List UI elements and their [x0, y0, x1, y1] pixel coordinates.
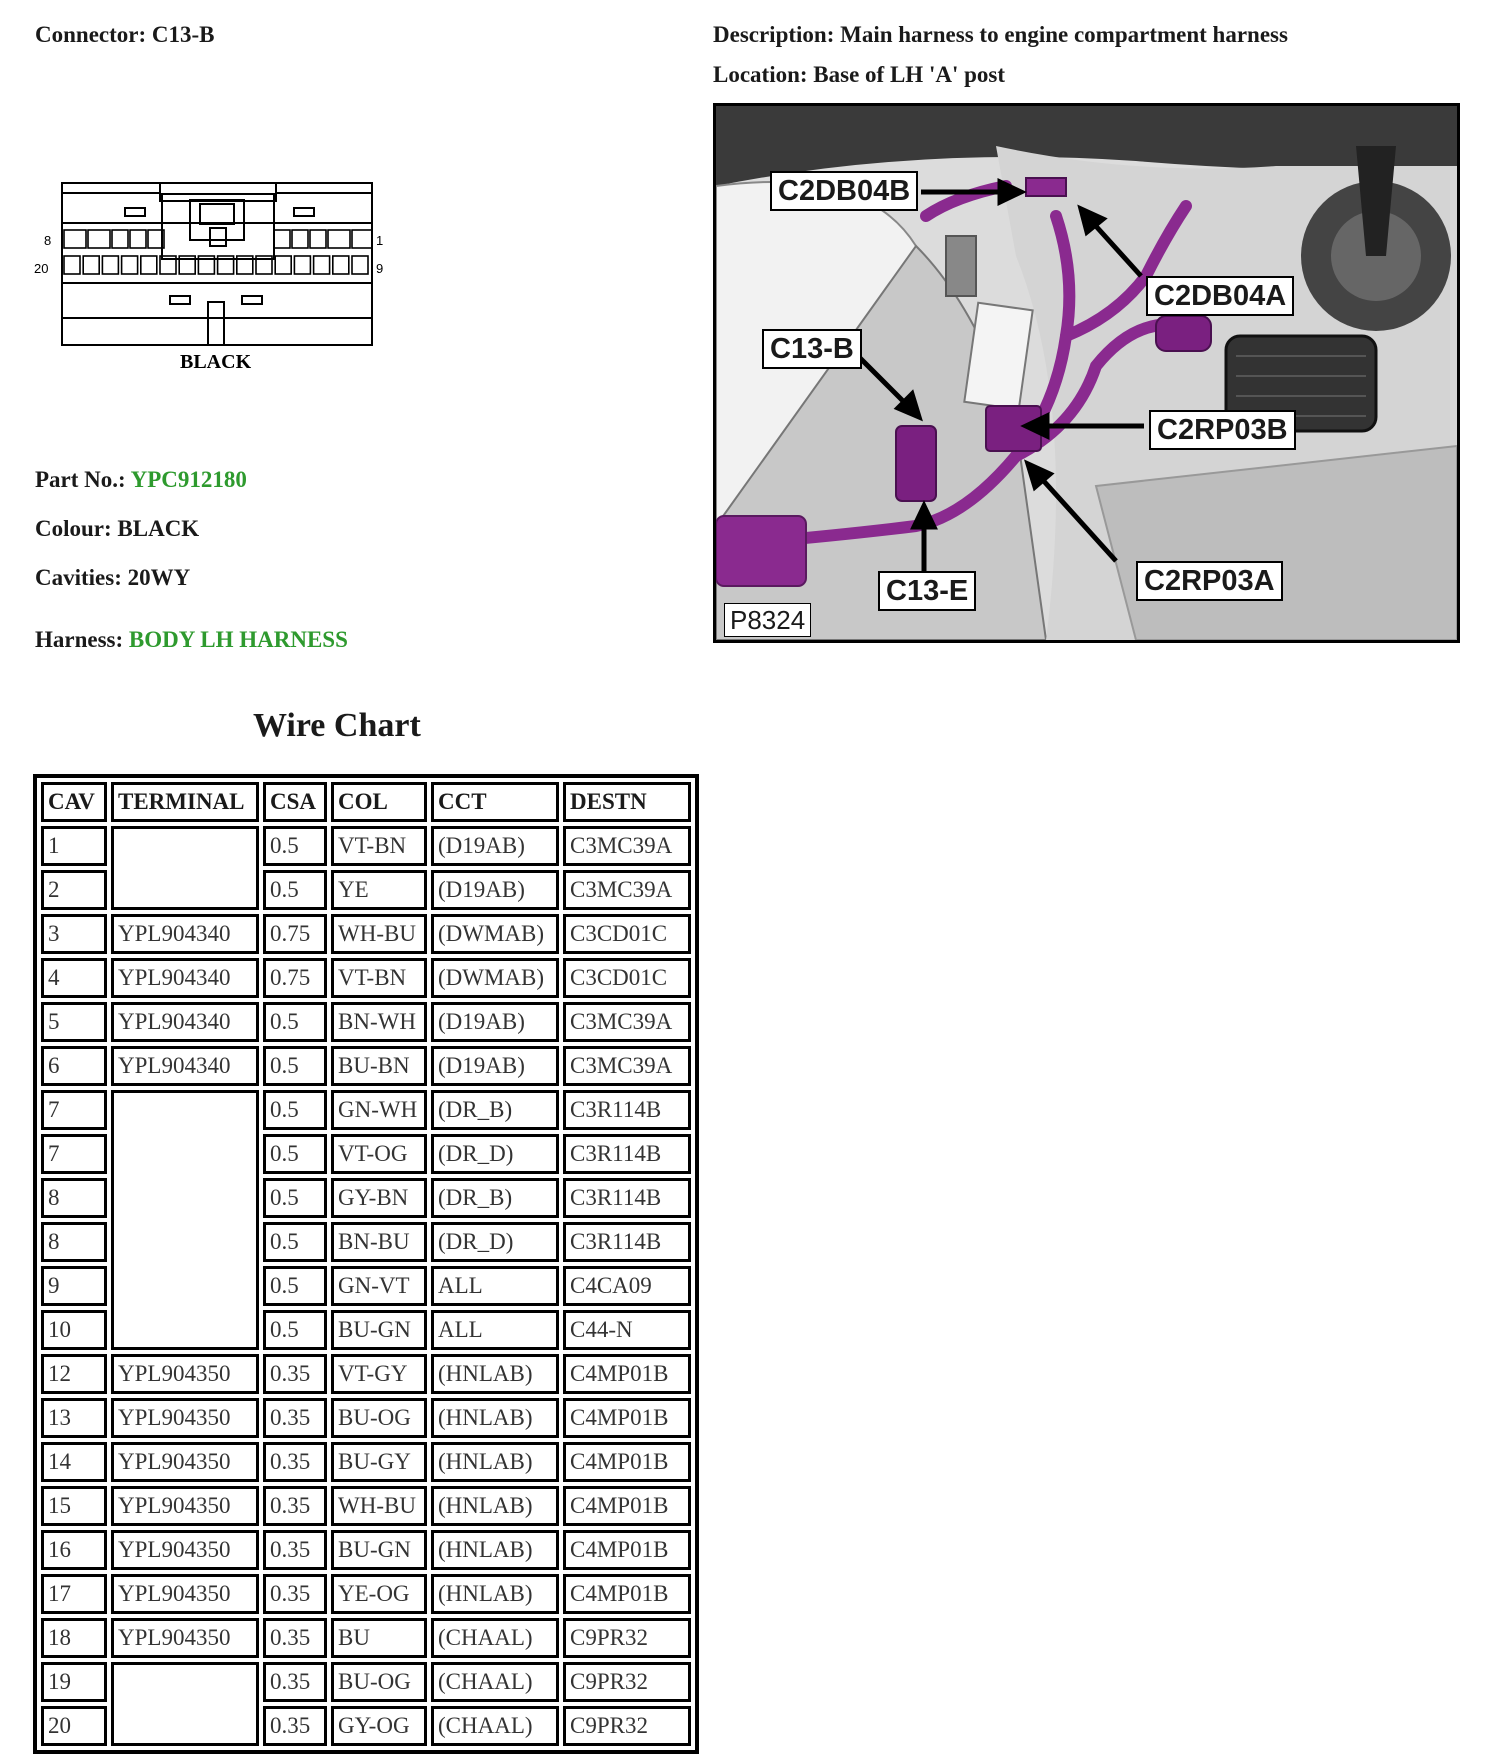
- location: Location: Base of LH 'A' post: [713, 62, 1005, 87]
- wire-chart-table: [33, 774, 699, 1754]
- cell-destn: C4MP01B: [563, 1354, 691, 1394]
- cell-cav: 18: [41, 1618, 107, 1658]
- cell-col: BN-BU: [331, 1222, 427, 1262]
- colour: Colour: BLACK: [35, 516, 200, 541]
- pin-label-8: 8: [44, 233, 52, 248]
- cell-col: VT-OG: [331, 1134, 427, 1174]
- description: Description: Main harness to engine compartment harness: [713, 22, 1288, 47]
- cell-cct: (CHAAL): [431, 1706, 559, 1746]
- cell-csa: 0.5: [263, 1046, 327, 1086]
- cell-col: GY-BN: [331, 1178, 427, 1218]
- cell-terminal: YPL904340: [111, 1046, 259, 1086]
- cell-cct: (D19AB): [431, 1046, 559, 1086]
- cell-cct: (DR_D): [431, 1222, 559, 1262]
- connector-pin-cell: [292, 230, 308, 248]
- cell-col: YE: [331, 870, 427, 910]
- cell-destn: C3MC39A: [563, 1046, 691, 1086]
- cell-csa: 0.35: [263, 1442, 327, 1482]
- cell-csa: 0.5: [263, 1134, 327, 1174]
- connector-pin-cell: [275, 256, 291, 274]
- cell-csa: 0.5: [263, 1222, 327, 1262]
- callout-c13-e: C13-E: [878, 571, 976, 611]
- pin-label-20: 20: [34, 261, 49, 276]
- cell-col: GN-WH: [331, 1090, 427, 1130]
- cell-cav: 14: [41, 1442, 107, 1482]
- cell-destn: C3R114B: [563, 1178, 691, 1218]
- cell-terminal: YPL904350: [111, 1442, 259, 1482]
- cell-destn: C3MC39A: [563, 870, 691, 910]
- cell-terminal: YPL904350: [111, 1486, 259, 1526]
- cell-csa: 0.5: [263, 1310, 327, 1350]
- connector-pin-cell: [310, 230, 326, 248]
- cell-csa: 0.35: [263, 1618, 327, 1658]
- connector-pin-cell: [83, 256, 99, 274]
- cell-cav: 20: [41, 1706, 107, 1746]
- cell-cct: (HNLAB): [431, 1442, 559, 1482]
- cavities: Cavities: 20WY: [35, 565, 191, 590]
- cell-csa: 0.5: [263, 1178, 327, 1218]
- cell-csa: 0.35: [263, 1354, 327, 1394]
- cell-cct: (HNLAB): [431, 1530, 559, 1570]
- connector-pin-cell: [352, 230, 372, 248]
- cell-cav: 8: [41, 1178, 107, 1218]
- cell-destn: C3R114B: [563, 1090, 691, 1130]
- header-csa: CSA: [263, 782, 327, 822]
- connector-pin-cell: [64, 230, 86, 248]
- cell-csa: 0.5: [263, 1090, 327, 1130]
- cell-csa: 0.5: [263, 1266, 327, 1306]
- cell-col: GY-OG: [331, 1706, 427, 1746]
- cell-col: WH-BU: [331, 914, 427, 954]
- cell-cct: (D19AB): [431, 870, 559, 910]
- pin-label-9: 9: [376, 261, 384, 276]
- cell-cct: (DWMAB): [431, 958, 559, 998]
- wire-row: [41, 1398, 691, 1438]
- cell-terminal: YPL904350: [111, 1354, 259, 1394]
- cell-cav: 2: [41, 870, 107, 910]
- cell-col: BU-GN: [331, 1530, 427, 1570]
- wire-row: [41, 1618, 691, 1658]
- cell-csa: 0.5: [263, 870, 327, 910]
- cell-cct: (DR_B): [431, 1090, 559, 1130]
- cell-csa: 0.35: [263, 1486, 327, 1526]
- cell-destn: C3CD01C: [563, 914, 691, 954]
- wire-chart-header-row: [41, 782, 691, 822]
- cell-destn: C44-N: [563, 1310, 691, 1350]
- cell-cav: 9: [41, 1266, 107, 1306]
- header-col: COL: [331, 782, 427, 822]
- cell-cct: (DWMAB): [431, 914, 559, 954]
- cell-col: BU-OG: [331, 1662, 427, 1702]
- cell-col: BU: [331, 1618, 427, 1658]
- cell-terminal: YPL904340: [111, 1002, 259, 1042]
- cell-cct: (D19AB): [431, 1002, 559, 1042]
- part-number-value: YPC912180: [130, 467, 247, 492]
- cell-cct: (CHAAL): [431, 1618, 559, 1658]
- cell-destn: C3R114B: [563, 1134, 691, 1174]
- cell-terminal: YPL904340: [111, 914, 259, 954]
- cell-col: WH-BU: [331, 1486, 427, 1526]
- cell-destn: C9PR32: [563, 1706, 691, 1746]
- cell-destn: C4CA09: [563, 1266, 691, 1306]
- wire-row: [41, 1662, 691, 1702]
- cell-csa: 0.35: [263, 1662, 327, 1702]
- cell-cct: (HNLAB): [431, 1486, 559, 1526]
- cell-cct: ALL: [431, 1310, 559, 1350]
- connector-color-label: BLACK: [180, 351, 252, 373]
- cell-destn: C9PR32: [563, 1618, 691, 1658]
- cell-col: VT-BN: [331, 826, 427, 866]
- wire-chart-title: Wire Chart: [253, 707, 421, 744]
- connector-pin-cell: [88, 230, 110, 248]
- cell-cav: 13: [41, 1398, 107, 1438]
- cell-terminal: YPL904350: [111, 1398, 259, 1438]
- connector-pin-cell: [294, 256, 310, 274]
- wire-row: [41, 1002, 691, 1042]
- cell-cct: ALL: [431, 1266, 559, 1306]
- cell-cct: (CHAAL): [431, 1662, 559, 1702]
- cell-col: VT-BN: [331, 958, 427, 998]
- cell-col: BU-GY: [331, 1442, 427, 1482]
- cell-csa: 0.75: [263, 914, 327, 954]
- cell-destn: C9PR32: [563, 1662, 691, 1702]
- wire-row: [41, 1354, 691, 1394]
- cell-cct: (DR_B): [431, 1178, 559, 1218]
- wire-row: [41, 958, 691, 998]
- part-number-label: Part No.:: [35, 467, 131, 492]
- cell-destn: C3MC39A: [563, 826, 691, 866]
- wire-row: [41, 914, 691, 954]
- cell-csa: 0.35: [263, 1530, 327, 1570]
- cell-destn: C4MP01B: [563, 1530, 691, 1570]
- callout-c2db04a: C2DB04A: [1146, 276, 1294, 316]
- connector-face-diagram: [30, 178, 400, 378]
- cell-cav: 1: [41, 826, 107, 866]
- wire-row: [41, 1574, 691, 1614]
- cell-terminal: [111, 1090, 259, 1350]
- cell-cav: 7: [41, 1090, 107, 1130]
- connector-pin-cell: [328, 230, 350, 248]
- callout-c2rp03a: C2RP03A: [1136, 561, 1283, 601]
- cell-destn: C4MP01B: [563, 1486, 691, 1526]
- cell-cct: (HNLAB): [431, 1354, 559, 1394]
- connector-pin-cell: [141, 256, 157, 274]
- cell-terminal: YPL904340: [111, 958, 259, 998]
- connector-id: Connector: C13-B: [35, 22, 215, 47]
- wire-row: [41, 1046, 691, 1086]
- cell-cav: 17: [41, 1574, 107, 1614]
- callout-c13-b: C13-B: [762, 329, 862, 369]
- cell-cct: (D19AB): [431, 826, 559, 866]
- cell-cav: 4: [41, 958, 107, 998]
- cell-cav: 15: [41, 1486, 107, 1526]
- part-number: [35, 467, 247, 493]
- connector-pin-cell: [333, 256, 349, 274]
- cell-col: YE-OG: [331, 1574, 427, 1614]
- cell-destn: C3CD01C: [563, 958, 691, 998]
- cell-terminal: [111, 826, 259, 910]
- cell-col: BN-WH: [331, 1002, 427, 1042]
- cell-terminal: YPL904350: [111, 1530, 259, 1570]
- callout-c2rp03b: C2RP03B: [1149, 410, 1296, 450]
- cell-col: BU-BN: [331, 1046, 427, 1086]
- cell-csa: 0.35: [263, 1706, 327, 1746]
- header-destn: DESTN: [563, 782, 691, 822]
- connector-pin-cell: [64, 256, 80, 274]
- wire-row: [41, 1442, 691, 1482]
- wire-row: [41, 1530, 691, 1570]
- connector-pin-cell: [314, 256, 330, 274]
- connector-pin-cell: [130, 230, 146, 248]
- cell-csa: 0.75: [263, 958, 327, 998]
- cell-csa: 0.35: [263, 1574, 327, 1614]
- connector-pin-cell: [274, 230, 290, 248]
- harness: [35, 627, 348, 653]
- header-terminal: TERMINAL: [111, 782, 259, 822]
- cell-csa: 0.5: [263, 1002, 327, 1042]
- pin-label-1: 1: [376, 233, 384, 248]
- cell-destn: C3MC39A: [563, 1002, 691, 1042]
- connector-pin-cell: [352, 256, 368, 274]
- wire-row: [41, 1090, 691, 1130]
- header-cav: CAV: [41, 782, 107, 822]
- cell-cav: 12: [41, 1354, 107, 1394]
- cell-terminal: YPL904350: [111, 1618, 259, 1658]
- cell-cav: 19: [41, 1662, 107, 1702]
- cell-cct: (DR_D): [431, 1134, 559, 1174]
- connector-pin-cell: [102, 256, 118, 274]
- cell-destn: C4MP01B: [563, 1398, 691, 1438]
- cell-cav: 3: [41, 914, 107, 954]
- cell-terminal: YPL904350: [111, 1574, 259, 1614]
- photo-reference-id: P8324: [724, 603, 811, 637]
- callout-c2db04b: C2DB04B: [770, 171, 918, 211]
- cell-destn: C3R114B: [563, 1222, 691, 1262]
- connector-pin-cell: [112, 230, 128, 248]
- wire-row: [41, 1486, 691, 1526]
- cell-csa: 0.5: [263, 826, 327, 866]
- cell-col: VT-GY: [331, 1354, 427, 1394]
- connector-pin-cell: [122, 256, 138, 274]
- location-photo: [713, 103, 1460, 643]
- cell-terminal: [111, 1662, 259, 1746]
- cell-col: GN-VT: [331, 1266, 427, 1306]
- cell-cav: 6: [41, 1046, 107, 1086]
- cell-col: BU-OG: [331, 1398, 427, 1438]
- wire-row: [41, 826, 691, 866]
- cell-csa: 0.35: [263, 1398, 327, 1438]
- cell-destn: C4MP01B: [563, 1574, 691, 1614]
- cell-cct: (HNLAB): [431, 1398, 559, 1438]
- cell-cav: 16: [41, 1530, 107, 1570]
- harness-label: Harness:: [35, 627, 129, 652]
- cell-cav: 7: [41, 1134, 107, 1174]
- header-cct: CCT: [431, 782, 559, 822]
- cell-destn: C4MP01B: [563, 1442, 691, 1482]
- cell-cav: 10: [41, 1310, 107, 1350]
- cell-cct: (HNLAB): [431, 1574, 559, 1614]
- cell-cav: 5: [41, 1002, 107, 1042]
- harness-value: BODY LH HARNESS: [128, 627, 348, 652]
- cell-col: BU-GN: [331, 1310, 427, 1350]
- cell-cav: 8: [41, 1222, 107, 1262]
